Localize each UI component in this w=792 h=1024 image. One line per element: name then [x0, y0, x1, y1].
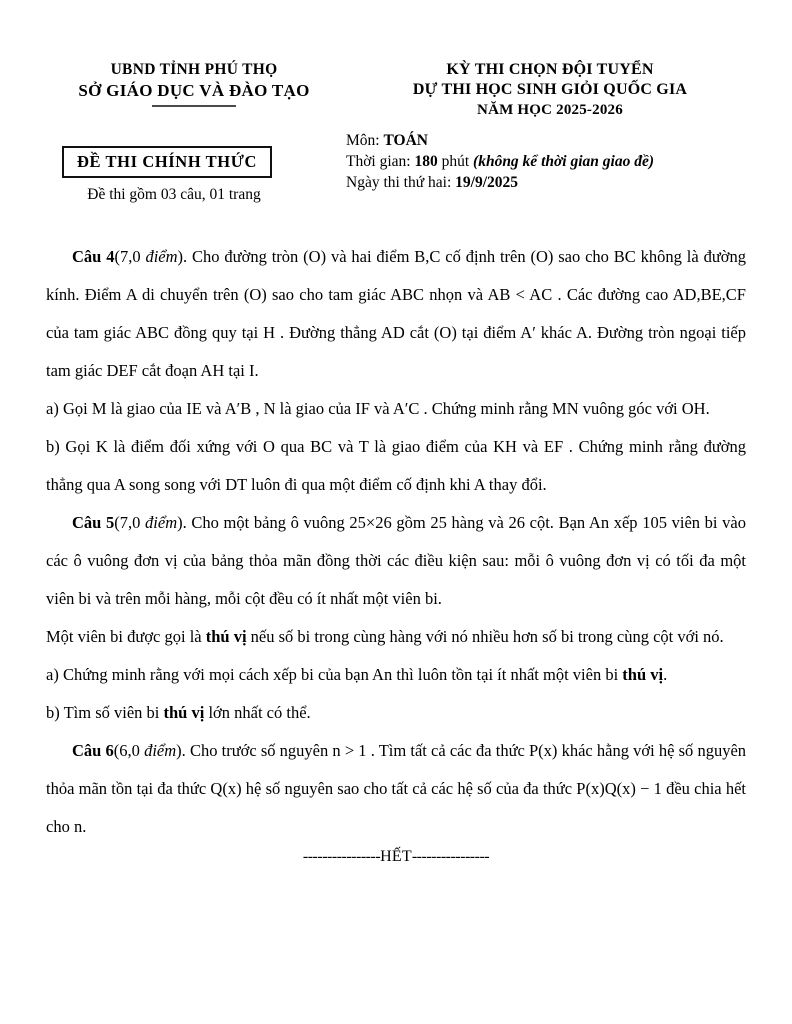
question-4-points-close: ).	[177, 247, 193, 266]
question-4-part-b	[46, 428, 746, 504]
subject-label: Môn:	[346, 132, 384, 149]
definition-prefix: Một viên bi được gọi là	[46, 627, 206, 646]
footer-dashes-left: ----------------	[302, 848, 381, 865]
exam-title-line2: DỰ THI HỌC SINH GIỎI QUỐC GIA	[412, 81, 688, 98]
question-4-text: Cho đường tròn (O) và hai điểm B,C cố định trên (O) sao cho BC không là đường kính. Điểm A di chuyển trên (O) sao cho tam giác ABC nhọn và AB < AC . Các đường cao AD,BE,CF của tam giác ABC đồng quy tại H . Đường thẳng AD cắt (O) tại điểm A′ khác A. Đường tròn ngoại tiếp tam giác DEF cắt đoạn AH tại I.	[46, 247, 747, 380]
question-4-label: Câu 4	[72, 247, 115, 266]
date-label: Ngày thi thứ hai:	[346, 174, 456, 191]
question-5-part-a	[46, 656, 746, 694]
question-5-points-unit: điểm	[145, 513, 178, 532]
exam-title-line3: NĂM HỌC 2025-2026	[477, 102, 623, 118]
question-5-points-open: (7,0	[114, 513, 146, 532]
question-5-part-b	[46, 694, 746, 732]
duration-unit: phút	[437, 153, 474, 170]
footer-dashes-right: ----------------	[411, 848, 490, 865]
question-5-definition	[46, 618, 746, 656]
document-footer	[0, 848, 792, 866]
definition-suffix: nếu số bi trong cùng hàng với nó nhiều hơn số bi trong cùng cột với nó.	[246, 627, 724, 646]
question-5-text: Cho một bảng ô vuông 25×26 gồm 25 hàng và 26 cột. Bạn An xếp 105 viên bi vào các ô vuông đơn vị của bảng thỏa mãn đồng thời các điều kiện sau: mỗi ô vuông đơn vị có tối đa một viên bi và trên mỗi hàng, mỗi cột đều có ít nhất một viên bi.	[46, 513, 746, 608]
duration-label: Thời gian:	[346, 153, 415, 170]
part-a-text-pre: Chứng minh rằng với mọi cách xếp bi của bạn An thì luôn tồn tại ít nhất một viên bi	[58, 665, 623, 684]
document-header	[0, 60, 792, 210]
part-a-tag: a)	[46, 399, 59, 418]
question-6-points-unit: điểm	[144, 741, 177, 760]
issuing-authority-line2: SỞ GIÁO DỤC VÀ ĐÀO TẠO	[78, 81, 310, 100]
part-a-tag: a)	[46, 665, 59, 684]
part-b-tag: b)	[46, 437, 60, 456]
question-5-stem	[46, 504, 746, 618]
part-b-text: Gọi K là điểm đối xứng với O qua BC và T là giao điểm của KH và EF . Chứng minh rằng đường thẳng qua A song song với DT luôn đi qua một điểm cố định khi A thay đổi.	[46, 437, 746, 494]
issuing-authority-line1: UBND TỈNH PHÚ THỌ	[110, 61, 278, 78]
official-exam-stamp: ĐỀ THI CHÍNH THỨC	[62, 146, 272, 178]
question-5-label: Câu 5	[72, 513, 115, 532]
duration-value: 180	[414, 153, 438, 170]
question-4-stem	[46, 238, 746, 390]
question-4-points-open: (7,0	[114, 247, 146, 266]
header-left-block	[44, 60, 344, 107]
header-underline-rule	[152, 105, 236, 107]
question-6-label: Câu 6	[72, 741, 114, 760]
exam-title-line1: KỲ THI CHỌN ĐỘI TUYỂN	[446, 61, 654, 78]
question-4-part-a	[46, 390, 746, 428]
exam-meta-block	[340, 130, 760, 193]
page-count-note: Đề thi gồm 03 câu, 01 trang	[87, 186, 261, 203]
duration-note: (không kể thời gian giao đề)	[473, 153, 655, 170]
exam-body	[46, 238, 746, 846]
exam-subject-line	[346, 130, 760, 151]
part-a-term: thú vị	[622, 665, 664, 684]
question-6-points-open: (6,0	[113, 741, 145, 760]
part-a-text: Gọi M là giao của IE và A′B , N là giao của IF và A′C . Chứng minh rằng MN vuông góc với OH.	[58, 399, 710, 418]
part-a-text-post: .	[663, 665, 668, 684]
exam-duration-line	[346, 151, 760, 172]
part-b-text-post: lớn nhất có thể.	[204, 703, 311, 722]
part-b-text-pre: Tìm số viên bi	[59, 703, 164, 722]
question-4-points-unit: điểm	[145, 247, 178, 266]
question-5-points-close: ).	[177, 513, 192, 532]
question-6-text: Cho trước số nguyên n > 1 . Tìm tất cả các đa thức P(x) khác hằng với hệ số nguyên thỏa mãn tồn tại đa thức Q(x) hệ số nguyên sao cho tất cả các hệ số của đa thức P(x)Q(x) − 1 đều chia hết cho n.	[46, 741, 747, 836]
header-right-block	[340, 60, 760, 193]
question-6-stem	[46, 732, 746, 846]
subject-value: TOÁN	[383, 132, 428, 149]
part-b-tag: b)	[46, 703, 60, 722]
definition-term: thú vị	[205, 627, 247, 646]
date-value: 19/9/2025	[455, 174, 519, 191]
part-b-term: thú vị	[163, 703, 205, 722]
exam-date-line	[346, 172, 760, 193]
footer-end-word: HẾT	[380, 848, 412, 865]
question-6-points-close: ).	[176, 741, 190, 760]
